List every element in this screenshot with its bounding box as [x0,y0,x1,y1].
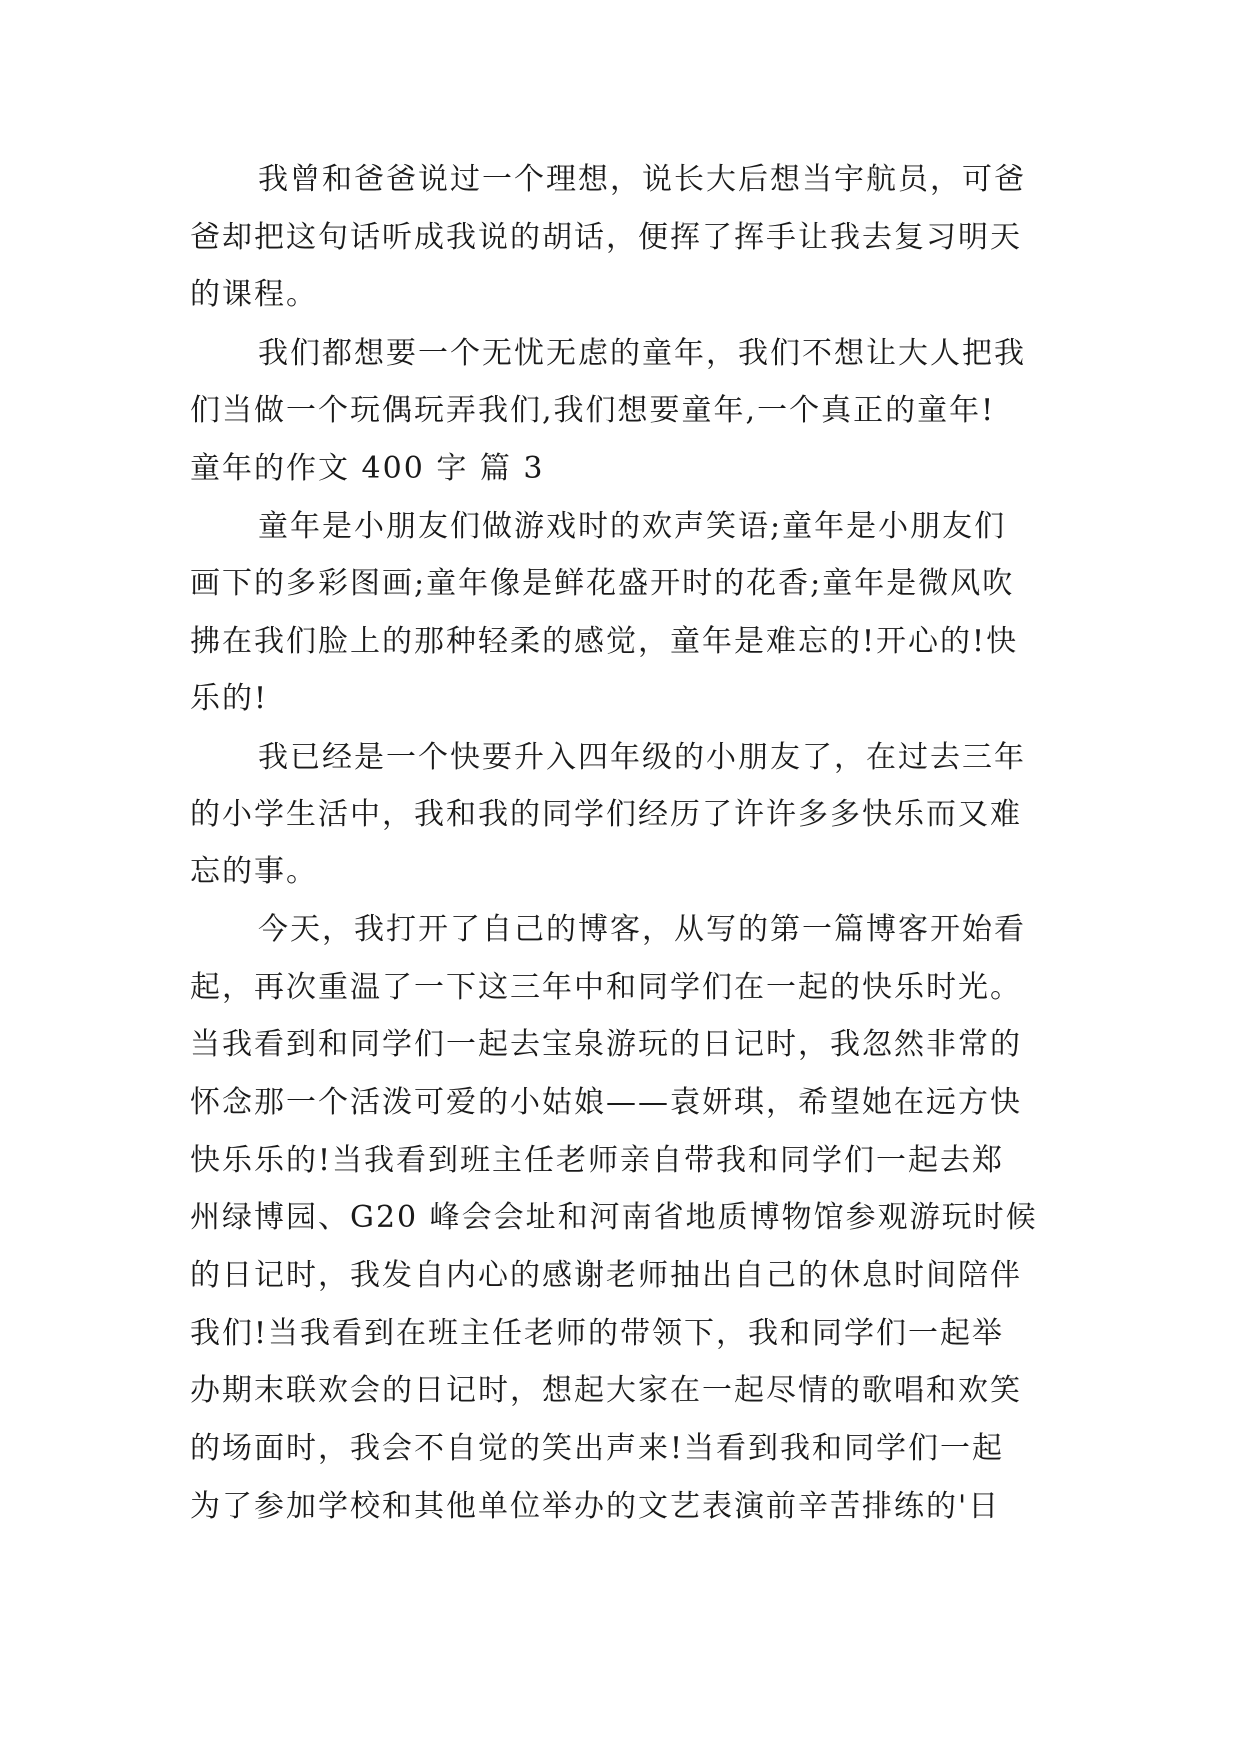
paragraph-line: 的场面时，我会不自觉的笑出声来!当看到我和同学们一起 [190,1431,1005,1466]
paragraph-line: 快乐乐的!当我看到班主任老师亲自带我和同学们一起去郑 [190,1143,1005,1178]
paragraph-line: 忘的事。 [190,854,318,889]
paragraph-line: 州绿博园、G20 峰会会址和河南省地质博物馆参观游玩时候 [190,1200,1038,1235]
paragraph-line: 起，再次重温了一下这三年中和同学们在一起的快乐时光。 [190,970,1022,1005]
paragraph-line: 画下的多彩图画;童年像是鲜花盛开时的花香;童年是微风吹 [190,566,1015,601]
paragraph-line: 的课程。 [190,277,318,312]
section-heading: 童年的作文 400 字 篇 3 [190,451,545,486]
paragraph-line: 我曾和爸爸说过一个理想，说长大后想当宇航员，可爸 [258,162,1026,197]
paragraph-line: 们当做一个玩偶玩弄我们,我们想要童年,一个真正的童年! [190,393,996,428]
paragraph-line: 我们都想要一个无忧无虑的童年，我们不想让大人把我 [258,336,1026,371]
paragraph-line: 我已经是一个快要升入四年级的小朋友了，在过去三年 [258,740,1026,775]
paragraph-line: 怀念那一个活泼可爱的小姑娘——袁妍琪，希望她在远方快 [190,1085,1022,1120]
paragraph-line: 我们!当我看到在班主任老师的带领下，我和同学们一起举 [190,1316,1005,1351]
paragraph-line: 的日记时，我发自内心的感谢老师抽出自己的休息时间陪伴 [190,1258,1022,1293]
paragraph-line: 的小学生活中，我和我的同学们经历了许许多多快乐而又难 [190,797,1022,832]
paragraph-line: 为了参加学校和其他单位举办的文艺表演前辛苦排练的'日 [190,1489,1001,1524]
paragraph-line: 拂在我们脸上的那种轻柔的感觉，童年是难忘的!开心的!快 [190,624,1019,659]
paragraph-line: 今天，我打开了自己的博客，从写的第一篇博客开始看 [258,912,1026,947]
paragraph-line: 童年是小朋友们做游戏时的欢声笑语;童年是小朋友们 [258,509,1007,544]
paragraph-line: 当我看到和同学们一起去宝泉游玩的日记时，我忽然非常的 [190,1027,1022,1062]
paragraph-line: 爸却把这句话听成我说的胡话，便挥了挥手让我去复习明天 [190,220,1022,255]
paragraph-line: 乐的! [190,681,269,716]
paragraph-line: 办期末联欢会的日记时，想起大家在一起尽情的歌唱和欢笑 [190,1373,1022,1408]
